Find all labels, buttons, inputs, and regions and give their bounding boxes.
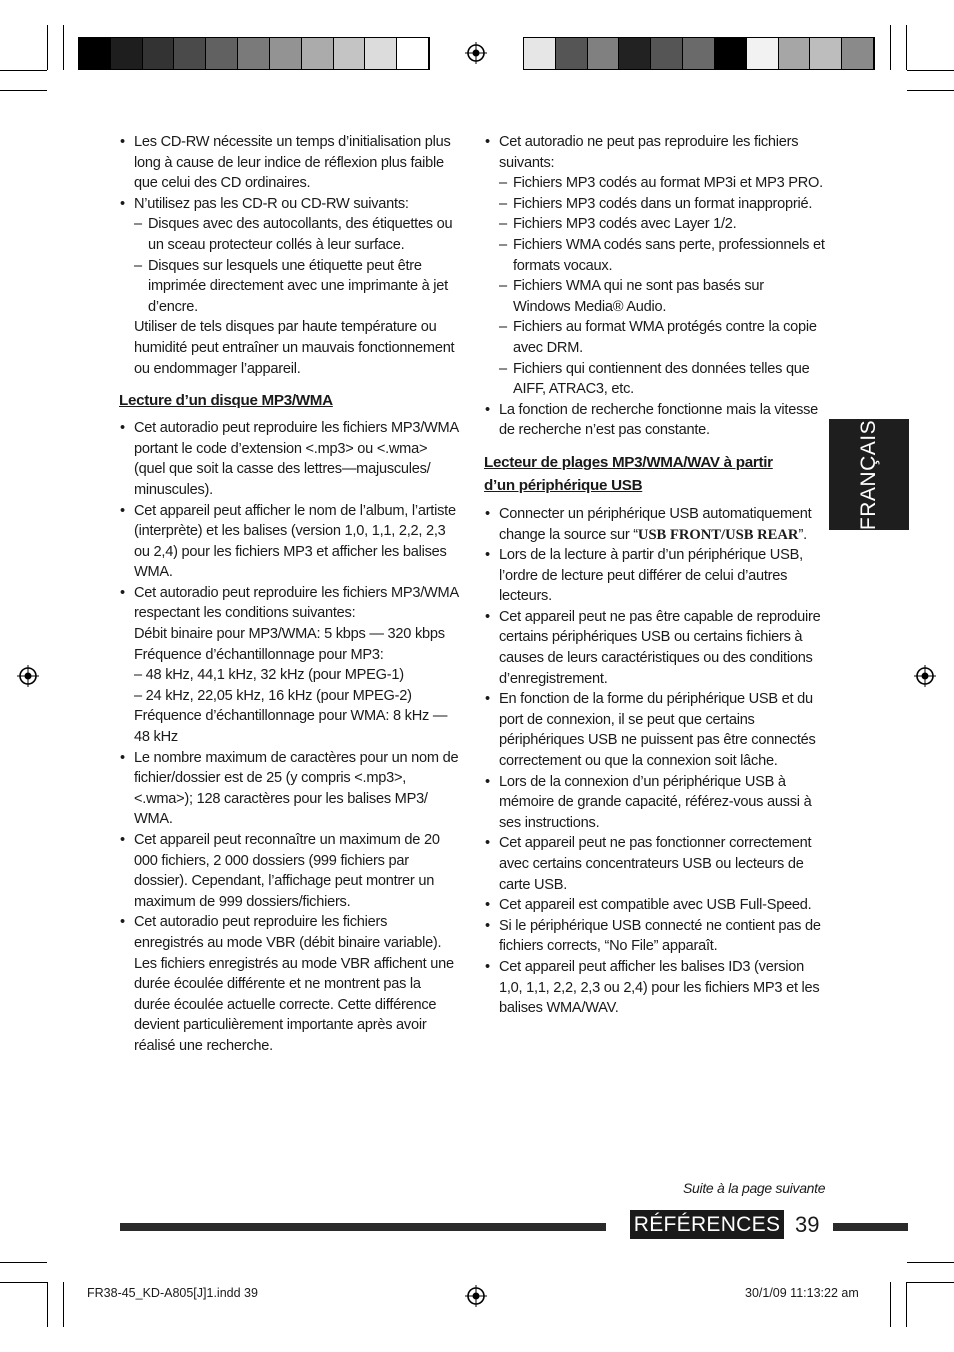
date-slug: 30/1/09 11:13:22 am	[745, 1286, 859, 1300]
color-swatch	[174, 38, 206, 69]
color-swatch	[747, 38, 779, 69]
sub-item: – 48 kHz, 44,1 kHz, 32 kHz (pour MPEG-1)	[134, 667, 404, 684]
list-item: • Connecter un périphérique USB automatiquement change la source sur “USB FRONT/USB REAR”.	[484, 504, 825, 545]
crop-mark	[0, 1262, 47, 1263]
color-swatch	[365, 38, 397, 69]
sub-item: – Fichiers MP3 codés avec Layer 1/2.	[499, 216, 737, 233]
crop-mark	[890, 25, 891, 70]
list-item: • La fonction de recherche fonctionne mais la vitesse de recherche n’est pas constante.	[484, 400, 825, 441]
list-item: • N’utilisez pas les CD-R ou CD-RW suivants: – Disques avec des autocollants, des étiquettes ou un sceau protecteur collés à leur surface. – Disques sur lesquels une étiquette peut être imprimée directement avec une imprimante à jet d’encre. Utiliser de tels disques par haute température ou humidité peut entraîner un mauvais fonctionnement ou endommager l’appareil.	[119, 194, 459, 379]
crop-mark	[63, 1282, 64, 1327]
registration-mark-icon	[465, 42, 487, 64]
color-swatch	[810, 38, 842, 69]
section-heading: Lecteur de plages MP3/WMA/WAV à partir d’un périphérique USB	[484, 453, 773, 494]
mp3-sampling-spec: Fréquence d’échantillonnage pour MP3:	[134, 646, 384, 663]
right-column	[484, 132, 825, 1019]
sub-item: – Disques sur lesquels une étiquette peut être imprimée directement avec une imprimante à jet d’encre.	[134, 257, 448, 315]
crop-mark	[906, 1282, 907, 1327]
sub-item: – Fichiers au format WMA protégés contre la copie avec DRM.	[499, 319, 817, 356]
sub-item: – Disques avec des autocollants, des étiquettes ou un sceau protecteur collés à leur surface.	[134, 216, 453, 253]
color-calibration-bar-right	[523, 37, 875, 70]
disc-notes-list	[119, 132, 459, 379]
color-swatch	[619, 38, 651, 69]
footer-rule-right	[833, 1223, 908, 1231]
sub-item: – Fichiers MP3 codés au format MP3i et MP3 PRO.	[499, 175, 823, 192]
crop-mark	[906, 25, 907, 70]
color-swatch	[524, 38, 556, 69]
crop-mark	[0, 90, 47, 91]
crop-mark	[907, 90, 954, 91]
list-item: • Cet appareil peut ne pas être capable de reproduire certains périphériques USB ou certains fichiers à causes de leurs caractéristiques ou des conditions d’enregistrement.	[484, 607, 825, 689]
list-item: • Cet autoradio peut reproduire les fichiers MP3/WMA portant le code d’extension <.mp3> ou <.wma> (quel que soit la casse des lettres—majuscules/ minuscules).	[119, 418, 459, 500]
list-item: • Le nombre maximum de caractères pour un nom de fichier/dossier est de 25 (y compris <.mp3>, <.wma>); 128 caractères pour les balises MP3/ WMA.	[119, 748, 459, 830]
list-item: • Cet autoradio peut reproduire les fichiers MP3/WMA respectant les conditions suivantes: Débit binaire pour MP3/WMA: 5 kbps — 320 kbps Fréquence d’échantillonnage pour MP3: – 48 kHz, 44,1 kHz, 32 kHz (pour MPEG-1) – 24 kHz, 22,05 kHz, 16 kHz (pour MPEG-2) Fréquence d’échantillonnage pour WMA: 8 kHz — 48 kHz	[119, 583, 459, 748]
list-item: • Si le périphérique USB connecté ne contient pas de fichiers corrects, “No File” apparaît.	[484, 916, 825, 957]
wma-sampling-spec: Fréquence d’échantillonnage pour WMA: 8 kHz — 48 kHz	[134, 708, 448, 746]
list-item: • Cet autoradio ne peut pas reproduire les fichiers suivants: – Fichiers MP3 codés au format MP3i et MP3 PRO. – Fichiers MP3 codés dans un format inapproprié. – Fichiers MP3 codés avec Layer 1/2. – Fichiers WMA codés sans perte, professionnels et formats vocaux. – Fichiers WMA qui ne sont pas basés sur Windows Media® Audio. – Fichiers au format WMA protégés contre la copie avec DRM. – Fichiers qui contiennent des données telles que AIFF, ATRAC3, etc.	[484, 132, 825, 400]
crop-mark	[47, 25, 48, 70]
bitrate-spec: Débit binaire pour MP3/WMA: 5 kbps — 320 kbps	[134, 626, 445, 643]
color-swatch	[397, 38, 429, 69]
color-swatch	[334, 38, 366, 69]
list-item: • Cet appareil peut ne pas fonctionner correctement avec certains concentrateurs USB ou lecteurs de carte USB.	[484, 833, 825, 895]
color-swatch	[556, 38, 588, 69]
list-item: • Cet appareil peut afficher le nom de l’album, l’artiste (interprète) et les balises (version 1,0, 1,1, 2,2, 2,3 ou 2,4) pour les fichiers MP3 et afficher les balises WMA.	[119, 501, 459, 583]
color-swatch	[715, 38, 747, 69]
color-swatch	[143, 38, 175, 69]
sub-item: – Fichiers WMA codés sans perte, professionnels et formats vocaux.	[499, 236, 825, 274]
crop-mark	[907, 1282, 954, 1283]
color-swatch	[302, 38, 334, 69]
color-calibration-bar-left	[78, 37, 430, 70]
note-text: Utiliser de tels disques par haute température ou humidité peut entraîner un mauvais fonctionnement ou endommager l’appareil.	[134, 319, 455, 377]
crop-mark	[907, 70, 954, 71]
crop-mark	[890, 1282, 891, 1327]
list-item: • Cet autoradio peut reproduire les fichiers enregistrés au mode VBR (débit binaire variable). Les fichiers enregistrés au mode VBR affichent une durée écoulée différente et ne montrent pas la durée écoulée actuelle correcte. Cette différence devient particulièrement importante après avoir réalisé une recherche.	[119, 912, 459, 1056]
source-name: USB FRONT/USB REAR	[637, 526, 799, 543]
usb-notes-list	[484, 504, 825, 1019]
registration-mark-icon	[17, 665, 39, 687]
list-item: • Les CD-RW nécessite un temps d’initialisation plus long à cause de leur indice de réflexion plus faible que celui des CD ordinaires.	[119, 132, 459, 194]
color-swatch	[588, 38, 620, 69]
continued-note: Suite à la page suivante	[683, 1180, 826, 1196]
crop-mark	[63, 25, 64, 70]
crop-mark	[0, 1282, 47, 1283]
list-item: • Cet appareil est compatible avec USB Full-Speed.	[484, 895, 825, 916]
mp3-wma-list	[119, 418, 459, 1056]
color-swatch	[206, 38, 238, 69]
color-swatch	[683, 38, 715, 69]
list-item: • Lors de la lecture à partir d’un périphérique USB, l’ordre de lecture peut différer de celui d’autres lecteurs.	[484, 545, 825, 607]
list-item: • Cet appareil peut afficher les balises ID3 (version 1,0, 1,1, 2,2, 2,3 ou 2,4) pour les fichiers MP3 et les balises WMA/WAV.	[484, 957, 825, 1019]
color-swatch	[651, 38, 683, 69]
sub-item: – 24 kHz, 22,05 kHz, 16 kHz (pour MPEG-2)	[134, 687, 412, 704]
list-item: • En fonction de la forme du périphérique USB et du port de connexion, il se peut que certains périphériques USB ne puissent pas être connectés correctement ou que la connexion soit lâche.	[484, 689, 825, 771]
language-tab: FRANÇAIS	[829, 419, 909, 530]
registration-mark-icon	[465, 1285, 487, 1307]
color-swatch	[79, 38, 111, 69]
registration-mark-icon	[914, 665, 936, 687]
crop-mark	[0, 70, 47, 71]
color-swatch	[238, 38, 270, 69]
left-column	[119, 132, 459, 1057]
section-label: RÉFÉRENCES	[630, 1210, 784, 1239]
footer-rule-left	[120, 1223, 606, 1231]
file-slug: FR38-45_KD-A805[J]1.indd 39	[87, 1286, 258, 1300]
color-swatch	[111, 38, 143, 69]
color-swatch	[779, 38, 811, 69]
page-number: 39	[795, 1212, 820, 1237]
crop-mark	[47, 1282, 48, 1327]
color-swatch	[842, 38, 874, 69]
section-heading: Lecture d’un disque MP3/WMA	[119, 392, 333, 410]
sub-item: – Fichiers qui contiennent des données telles que AIFF, ATRAC3, etc.	[499, 360, 810, 398]
color-swatch	[270, 38, 302, 69]
sub-item: – Fichiers WMA qui ne sont pas basés sur Windows Media® Audio.	[499, 278, 764, 315]
sub-item: – Fichiers MP3 codés dans un format inapproprié.	[499, 195, 813, 212]
unsupported-files-list	[484, 132, 825, 441]
crop-mark	[907, 1262, 954, 1263]
list-item: • Cet appareil peut reconnaître un maximum de 20 000 fichiers, 2 000 dossiers (999 fichiers par dossier). Cependant, l’affichage peut montrer un maximum de 999 dossiers/fichiers.	[119, 830, 459, 912]
list-item: • Lors de la connexion d’un périphérique USB à mémoire de grande capacité, référez-vous aussi à ses instructions.	[484, 772, 825, 834]
